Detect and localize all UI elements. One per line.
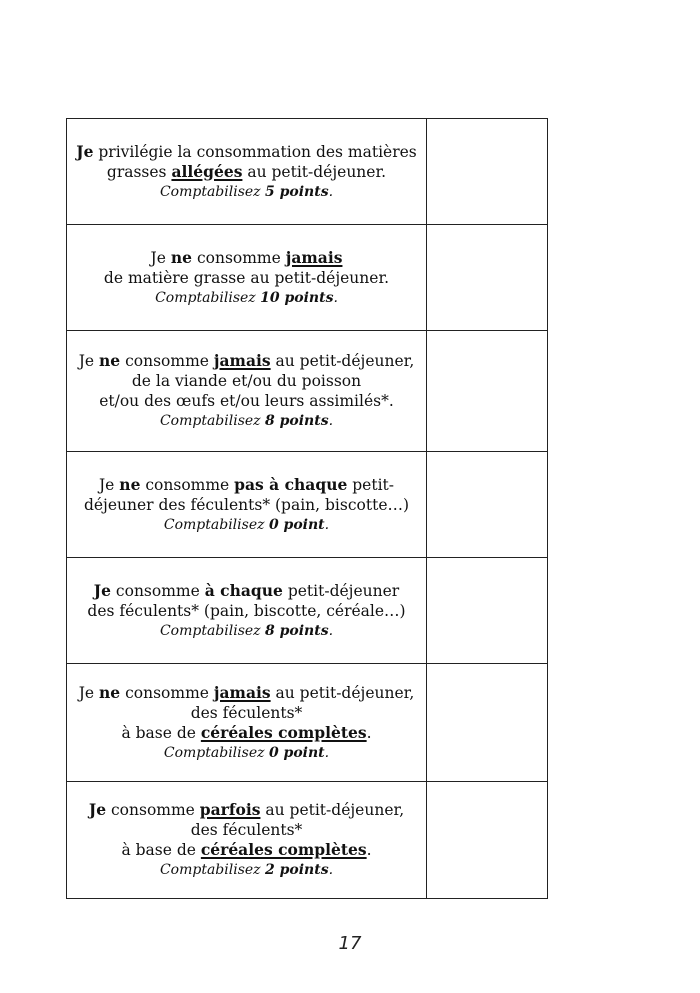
points-value: 10 points <box>260 289 334 306</box>
statement-line <box>67 840 426 860</box>
points-value: 0 point <box>268 744 325 761</box>
emphasis-text: céréales complètes <box>200 840 367 859</box>
text: consomme <box>192 248 286 267</box>
table-row <box>67 558 548 664</box>
score-cell[interactable] <box>427 331 548 452</box>
text: Je <box>78 683 100 702</box>
table-row <box>67 331 548 452</box>
score-cell[interactable] <box>427 119 548 225</box>
score-cell[interactable] <box>427 782 548 899</box>
text: . <box>366 723 372 742</box>
statement-cell <box>67 119 427 225</box>
emphasis-text: jamais <box>213 682 271 702</box>
points-line <box>67 860 426 880</box>
statement-cell <box>67 782 427 899</box>
punctuation: . <box>324 744 330 761</box>
bold-text: Je <box>93 580 111 600</box>
points-value: 5 points <box>265 183 329 200</box>
points-label: Comptabilisez <box>159 413 265 429</box>
table-row <box>67 664 548 782</box>
points-line <box>67 182 426 202</box>
statement-line <box>67 142 426 162</box>
emphasis-text: jamais <box>285 247 343 267</box>
text: au petit-déjeuner, <box>270 683 415 702</box>
text: Je <box>78 352 100 370</box>
statement-line <box>67 723 426 743</box>
statement-line <box>67 820 426 840</box>
bold-text: Je <box>88 800 107 819</box>
page-number: 17 <box>338 933 362 954</box>
statement-cell <box>67 225 427 331</box>
bold-text: ne <box>119 474 141 494</box>
table-row <box>67 225 548 331</box>
text: privilégie la consommation des matières <box>93 142 417 161</box>
table-row <box>67 119 548 225</box>
points-value: 2 points <box>265 862 329 878</box>
text: déjeuner des féculents* (pain, biscotte…) <box>83 495 410 514</box>
score-cell[interactable] <box>427 452 548 558</box>
text: consomme <box>120 683 214 702</box>
text: petit-déjeuner <box>282 581 400 600</box>
points-label: Comptabilisez <box>163 744 269 761</box>
emphasis-text: parfois <box>199 800 261 819</box>
statement-line <box>67 800 426 820</box>
statement-cell <box>67 664 427 782</box>
points-line <box>67 515 426 535</box>
statement-line <box>67 601 426 621</box>
statement-line <box>67 268 426 288</box>
score-cell[interactable] <box>427 664 548 782</box>
text: au petit-déjeuner, <box>260 801 405 819</box>
statement-line <box>67 683 426 703</box>
statement-line <box>67 495 426 515</box>
points-label: Comptabilisez <box>163 516 269 533</box>
emphasis-text: jamais <box>213 351 271 370</box>
punctuation: . <box>324 516 330 533</box>
text: consomme <box>140 475 235 494</box>
points-value: 0 point <box>268 516 325 533</box>
punctuation: . <box>333 289 338 306</box>
text: de matière grasse au petit-déjeuner. <box>103 268 390 287</box>
bold-text: pas à chaque <box>234 474 348 494</box>
statement-cell <box>67 331 427 452</box>
statement-line <box>67 162 426 182</box>
bold-text: ne <box>99 682 121 702</box>
text: Je <box>98 475 120 494</box>
text: des féculents* <box>190 703 303 722</box>
statement-line <box>67 371 426 391</box>
statement-cell <box>67 452 427 558</box>
text: Je <box>150 248 171 267</box>
table-row <box>67 782 548 899</box>
points-line <box>67 621 426 641</box>
points-value: 8 points <box>265 413 329 429</box>
statement-line <box>67 351 426 371</box>
text: . <box>366 841 372 859</box>
points-label: Comptabilisez <box>159 862 265 878</box>
statement-line <box>67 391 426 411</box>
text: consomme <box>120 352 214 370</box>
statement-line <box>67 248 426 268</box>
points-value: 8 points <box>265 622 329 639</box>
text: de la viande et/ou du poisson <box>131 372 362 390</box>
bold-text: à chaque <box>204 580 283 600</box>
points-label: Comptabilisez <box>159 183 265 200</box>
text: à base de <box>121 841 201 859</box>
score-cell[interactable] <box>427 225 548 331</box>
text: et/ou des œufs et/ou leurs assimilés*. <box>99 392 394 410</box>
bold-text: Je <box>76 141 94 161</box>
points-label: Comptabilisez <box>155 289 261 306</box>
points-label: Comptabilisez <box>159 622 265 639</box>
statement-line <box>67 703 426 723</box>
points-line <box>67 743 426 763</box>
text: au petit-déjeuner. <box>242 162 387 181</box>
punctuation: . <box>328 622 334 639</box>
statement-line <box>67 581 426 601</box>
points-line <box>67 288 426 308</box>
text: petit- <box>347 475 395 494</box>
statement-cell <box>67 558 427 664</box>
text: au petit-déjeuner, <box>270 352 415 370</box>
punctuation: . <box>328 862 334 878</box>
bold-text: ne <box>99 351 121 370</box>
score-cell[interactable] <box>427 558 548 664</box>
punctuation: . <box>328 413 334 429</box>
bold-text: ne <box>170 247 193 267</box>
emphasis-text: allégées <box>171 161 243 181</box>
scoring-table <box>66 118 548 899</box>
text: consomme <box>106 801 200 819</box>
text: des féculents* (pain, biscotte, céréale…) <box>87 601 406 620</box>
statement-line <box>67 475 426 495</box>
text: grasses <box>106 162 172 181</box>
text: des féculents* <box>190 821 303 839</box>
table-row <box>67 452 548 558</box>
text: à base de <box>121 723 201 742</box>
points-line <box>67 411 426 431</box>
text: consomme <box>111 581 205 600</box>
emphasis-text: céréales complètes <box>200 722 367 742</box>
punctuation: . <box>328 183 334 200</box>
